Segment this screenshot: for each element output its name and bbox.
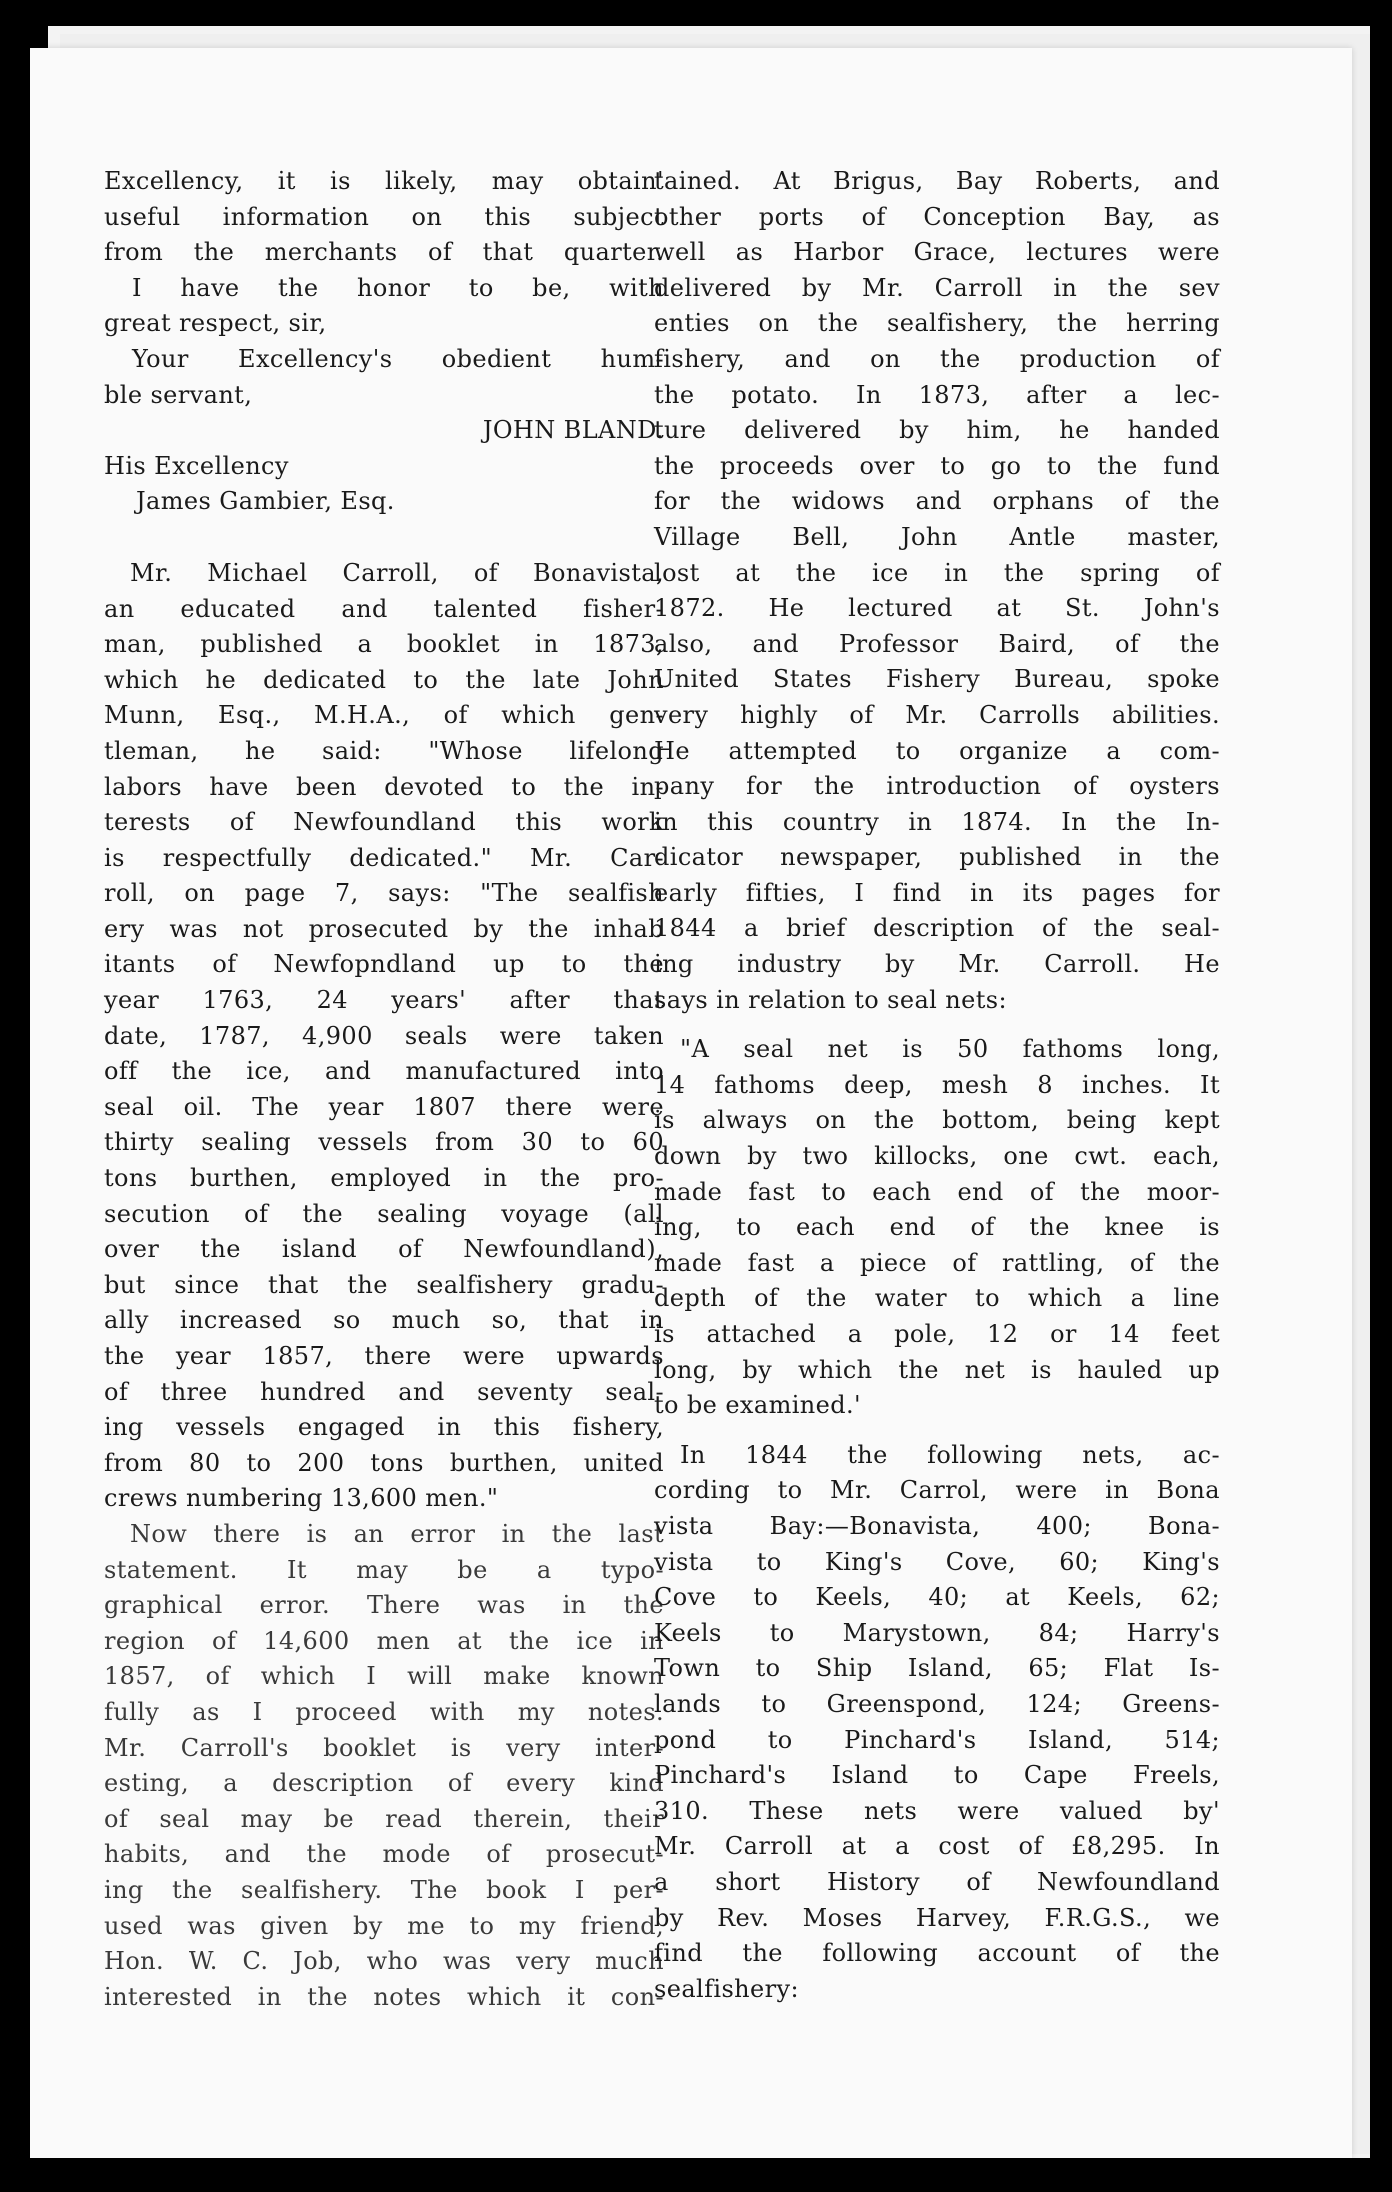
text-line: United States Fishery Bureau, spoke [654, 665, 1220, 694]
text-line: 310. These nets were valued by' [654, 1796, 1220, 1825]
text-line: over the island of Newfoundland), [104, 1235, 664, 1264]
text-line: Village Bell, John Antle master, [654, 522, 1220, 551]
text-line: a short History of Newfoundland [654, 1867, 1220, 1896]
text-line: Mr. Carroll's booklet is very inter- [104, 1733, 664, 1762]
text-line: statement. It may be a typo- [104, 1555, 664, 1584]
text-line: fishery, and on the production of [654, 344, 1220, 373]
text-line: well as Harbor Grace, lectures were [654, 238, 1220, 267]
text-line: region of 14,600 men at the ice in [104, 1626, 664, 1655]
text-line: is always on the bottom, being kept [654, 1106, 1220, 1135]
text-line: thirty sealing vessels from 30 to 60 [104, 1128, 664, 1157]
text-line: Cove to Keels, 40; at Keels, 62; [654, 1583, 1220, 1612]
text-line: long, by which the net is hauled up [654, 1355, 1220, 1384]
text-line: pond to Pinchard's Island, 514; [654, 1725, 1220, 1754]
text-line: Keels to Marystown, 84; Harry's [654, 1618, 1220, 1647]
text-line: "A seal net is 50 fathoms long, [680, 1035, 1220, 1064]
letter-servant [104, 342, 664, 413]
text-line: graphical error. There was in the [104, 1591, 664, 1620]
text-line: ing industry by Mr. Carroll. He [654, 950, 1220, 979]
text-line: Munn, Esq., M.H.A., of which gen- [104, 701, 664, 730]
text-line: interested in the notes which it con- [104, 1982, 664, 2011]
text-line: He attempted to organize a com- [654, 736, 1220, 765]
text-line: the potato. In 1873, after a lec- [654, 380, 1220, 409]
text-line: tained. At Brigus, Bay Roberts, and [654, 167, 1220, 195]
text-line: ble servant, [104, 380, 253, 409]
text-line: made fast to each end of the moor- [654, 1177, 1220, 1206]
text-line: ing vessels engaged in this fishery, [104, 1413, 664, 1442]
text-line: ally increased so much so, that in [104, 1306, 664, 1335]
text-line: the proceeds over to go to the fund [654, 451, 1220, 480]
text-line: which he dedicated to the late John [104, 665, 664, 694]
left-column [104, 164, 664, 2015]
text-line: the year 1857, there were upwards [104, 1342, 664, 1370]
text-line: tleman, he said: "Whose lifelong [104, 736, 664, 765]
nets-paragraph [654, 1438, 1220, 2008]
text-line: roll, on page 7, says: "The sealfish [104, 879, 664, 908]
text-line: man, published a booklet in 1873, [104, 630, 664, 659]
text-line: cording to Mr. Carrol, were in Bona [654, 1476, 1220, 1505]
text-line: other ports of Conception Bay, as [654, 202, 1220, 231]
right-column [654, 164, 1220, 2007]
text-line: useful information on this subject [104, 202, 664, 231]
letter-address-line-2: James Gambier, Esq. [136, 487, 395, 516]
text-line: Excellency, it is likely, may obtain' [104, 167, 664, 195]
text-line: enties on the sealfishery, the herring [654, 309, 1220, 338]
text-line: very highly of Mr. Carrolls abilities. [654, 700, 1220, 729]
text-line: In 1844 the following nets, ac- [680, 1440, 1220, 1469]
text-line: early fifties, I find in its pages for [654, 878, 1220, 907]
text-line: Town to Ship Island, 65; Flat Is- [654, 1654, 1220, 1683]
lectures-paragraph [654, 164, 1220, 1018]
text-line: 14 fathoms deep, mesh 8 inches. It [654, 1070, 1220, 1099]
text-line: from the merchants of that quarter. [104, 238, 664, 267]
text-line: Mr. Michael Carroll, of Bonavista, [130, 558, 664, 587]
text-line: esting, a description of every kind [104, 1769, 664, 1798]
text-line: is respectfully dedicated." Mr. Car- [104, 843, 664, 872]
text-line: vista to King's Cove, 60; King's [654, 1547, 1220, 1576]
text-line: fully as I proceed with my notes. [104, 1697, 664, 1726]
text-line: off the ice, and manufactured into [104, 1057, 664, 1086]
document-page [30, 48, 1352, 2158]
text-line: depth of the water to which a line [654, 1284, 1220, 1313]
text-line: year 1763, 24 years' after that [104, 986, 664, 1015]
text-line: sealfishery: [654, 1974, 799, 2003]
text-line: of seal may be read therein, their [104, 1804, 664, 1833]
text-line: but since that the sealfishery gradu- [104, 1270, 664, 1299]
letter-address-line-1: His Excellency [104, 451, 289, 480]
letter-ending [104, 164, 664, 271]
text-line: Your Excellency's obedient hum- [132, 344, 664, 373]
text-line: ture delivered by him, he handed [654, 416, 1220, 445]
text-line: labors have been devoted to the in- [104, 772, 664, 801]
text-line: ing the sealfishery. The book I per- [104, 1875, 664, 1904]
text-line: 1857, of which I will make known [104, 1662, 664, 1691]
text-line: in this country in 1874. In the In- [654, 807, 1220, 836]
text-line: down by two killocks, one cwt. each, [654, 1142, 1220, 1171]
text-line: find the following account of the [654, 1939, 1220, 1968]
text-line: 1844 a brief description of the seal- [654, 914, 1220, 943]
letter-closing [104, 271, 664, 342]
text-line: vista Bay:—Bonavista, 400; Bona- [654, 1511, 1220, 1540]
text-line: pany for the introduction of oysters [654, 772, 1220, 801]
text-line: delivered by Mr. Carroll in the sev [654, 273, 1220, 302]
text-line: to be examined.' [654, 1391, 862, 1420]
text-line: secution of the sealing voyage (all [104, 1199, 664, 1228]
text-line: from 80 to 200 tons burthen, united [104, 1448, 664, 1477]
text-line: 1872. He lectured at St. John's [654, 594, 1220, 623]
text-line: I have the honor to be, with [132, 273, 664, 302]
text-line: for the widows and orphans of the [654, 487, 1220, 516]
text-line: also, and Professor Baird, of the [654, 629, 1220, 658]
text-line: great respect, sir, [104, 309, 327, 338]
text-line: ery was not prosecuted by the inhab [104, 914, 664, 943]
seal-net-quote [654, 1032, 1220, 1424]
text-line: an educated and talented fisher- [104, 594, 664, 623]
letter-signature: JOHN BLAND. [482, 416, 664, 445]
text-line: lost at the ice in the spring of [654, 558, 1220, 587]
text-line: says in relation to seal nets: [654, 985, 1007, 1014]
text-line: lands to Greenspond, 124; Greens- [654, 1689, 1220, 1718]
carroll-paragraph [104, 556, 664, 1517]
text-line: itants of Newfopndland up to the [104, 950, 664, 979]
text-line: of three hundred and seventy seal- [104, 1377, 664, 1406]
text-line: ing, to each end of the knee is [654, 1213, 1220, 1242]
text-line: habits, and the mode of prosecut- [104, 1840, 664, 1869]
text-line: used was given by me to my friend, [104, 1911, 664, 1940]
text-line: by Rev. Moses Harvey, F.R.G.S., we [654, 1903, 1220, 1932]
text-line: crews numbering 13,600 men." [104, 1484, 499, 1513]
text-line: dicator newspaper, published in the [654, 843, 1220, 872]
text-line: made fast a piece of rattling, of the [654, 1248, 1220, 1277]
text-line: seal oil. The year 1807 there were [104, 1092, 664, 1121]
text-line: tons burthen, employed in the pro- [104, 1164, 664, 1193]
error-paragraph [104, 1517, 664, 2015]
text-line: terests of Newfoundland this work [104, 808, 664, 837]
text-line: Hon. W. C. Job, who was very much [104, 1947, 664, 1976]
text-line: Mr. Carroll at a cost of £8,295. In [654, 1832, 1220, 1861]
text-line: is attached a pole, 12 or 14 feet [654, 1320, 1220, 1348]
text-line: Now there is an error in the last [130, 1519, 664, 1548]
text-line: date, 1787, 4,900 seals were taken [104, 1021, 664, 1050]
text-line: Pinchard's Island to Cape Freels, [654, 1761, 1220, 1790]
